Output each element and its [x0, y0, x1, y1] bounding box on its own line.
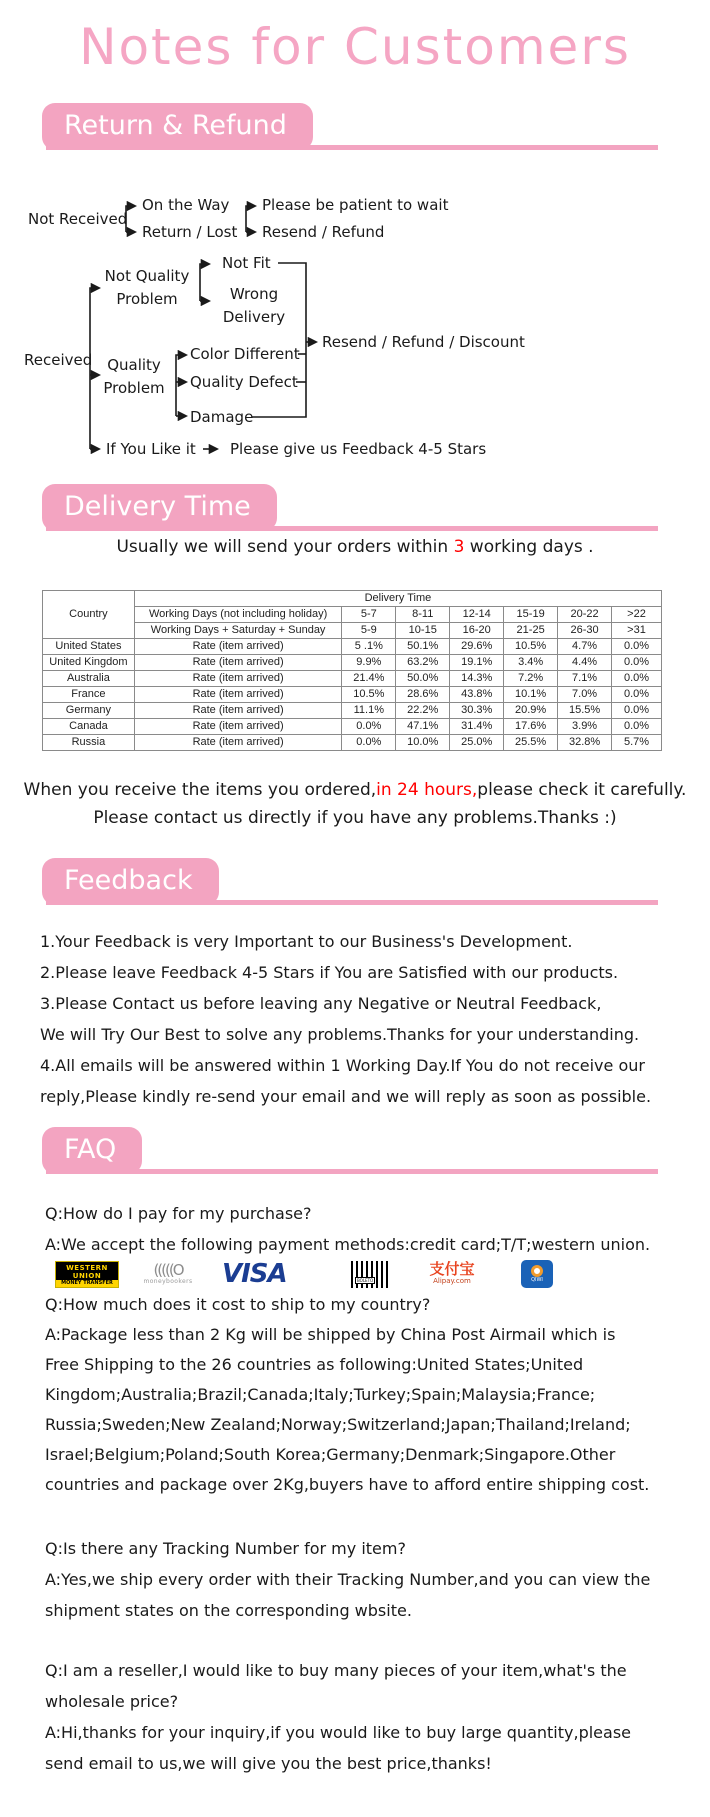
rate-cell: 19.1% [450, 655, 504, 671]
rate-cell: 17.6% [504, 719, 558, 735]
working-days-weekend-row [43, 623, 662, 639]
working-days-cell: 21-25 [504, 623, 558, 639]
faq-answer-line: Kingdom;Australia;Brazil;Canada;Italy;Turkey;Spain;Malaysia;France; [45, 1385, 596, 1404]
flow-node-wrong-delivery: Wrong Delivery [222, 285, 286, 326]
faq-answer-line: countries and package over 2Kg,buyers have to afford entire shipping cost. [45, 1475, 650, 1494]
flow-node-color-different: Color Different [190, 345, 300, 363]
rate-label: Rate (item arrived) [134, 655, 341, 671]
country-rate-row [43, 735, 662, 751]
working-days-cell: 16-20 [450, 623, 504, 639]
payment-logo-visa: VISA [222, 1259, 287, 1289]
note1-highlight-24-hours: in 24 hours, [376, 780, 478, 800]
flow-node-received: Received [24, 351, 93, 369]
rate-cell: 4.7% [558, 639, 612, 655]
faq-question: Q:How do I pay for my purchase? [45, 1204, 312, 1223]
feedback-line: 2.Please leave Feedback 4-5 Stars if You are Satisfied with our products. [40, 963, 619, 982]
country-header-cell: Country [43, 591, 135, 639]
rate-cell: 0.0% [342, 735, 396, 751]
flow-node-not-quality-problem: Not Quality Problem [104, 267, 190, 308]
western-union-line2: UNION [72, 1271, 102, 1280]
faq-question-line: wholesale price? [45, 1692, 179, 1711]
payment-logo-western-union [55, 1261, 119, 1288]
country-rate-row [43, 687, 662, 703]
rate-cell: 21.4% [342, 671, 396, 687]
rate-label: Rate (item arrived) [134, 703, 341, 719]
intro-highlight-days: 3 [453, 537, 465, 557]
section-header-delivery-time [42, 484, 658, 531]
feedback-line: 4.All emails will be answered within 1 Working Day.If You do not receive our [40, 1056, 645, 1075]
feedback-list [40, 926, 680, 1112]
working-days-label: Working Days + Saturday + Sunday [134, 623, 341, 639]
rate-cell: 14.3% [450, 671, 504, 687]
moneybookers-caption: moneybookers [143, 1278, 193, 1285]
rate-cell: 22.2% [396, 703, 450, 719]
rate-label: Rate (item arrived) [134, 639, 341, 655]
delivery-note-1 [0, 779, 710, 801]
faq-question-line: Q:I am a reseller,I would like to buy many pieces of your item,what's the [45, 1661, 627, 1680]
country-name: Australia [43, 671, 135, 687]
rate-cell: 10.1% [504, 687, 558, 703]
flow-node-not-received: Not Received [28, 210, 128, 228]
faq-payment-block [45, 1198, 685, 1260]
rate-cell: 0.0% [612, 671, 662, 687]
alipay-chinese-text: 支付宝 [429, 1260, 475, 1278]
feedback-line: We will Try Our Best to solve any problems.Thanks for your understanding. [40, 1025, 640, 1044]
faq-answer: A:We accept the following payment methods:credit card;T/T;western union. [45, 1235, 651, 1254]
working-days-cell: 8-11 [396, 607, 450, 623]
faq-answer-line: A:Hi,thanks for your inquiry,if you would like to buy large quantity,please [45, 1723, 631, 1742]
note1-suffix: please check it carefully. [477, 780, 687, 800]
rate-cell: 10.0% [396, 735, 450, 751]
working-days-cell: 26-30 [558, 623, 612, 639]
country-name: Russia [43, 735, 135, 751]
delivery-time-span-header: Delivery Time [134, 591, 661, 607]
rate-label: Rate (item arrived) [134, 687, 341, 703]
section-header-return-refund [42, 103, 658, 150]
rate-cell: 0.0% [612, 719, 662, 735]
rate-cell: 10.5% [342, 687, 396, 703]
rate-cell: 43.8% [450, 687, 504, 703]
working-days-cell: 5-9 [342, 623, 396, 639]
rate-cell: 7.0% [558, 687, 612, 703]
country-rate-row [43, 639, 662, 655]
rate-cell: 5 .1% [342, 639, 396, 655]
qiwi-label: QIWI [531, 1277, 543, 1283]
working-days-label: Working Days (not including holiday) [134, 607, 341, 623]
faq-answer-line: A:Yes,we ship every order with their Tracking Number,and you can view the [45, 1570, 651, 1589]
rate-cell: 28.6% [396, 687, 450, 703]
rate-cell: 7.1% [558, 671, 612, 687]
flow-node-resend-refund: Resend / Refund [262, 223, 385, 241]
delivery-table-wrap [42, 590, 662, 751]
working-days-cell: >22 [612, 607, 662, 623]
section-banner-feedback: Feedback [42, 858, 219, 905]
rate-cell: 7.2% [504, 671, 558, 687]
country-rate-row [43, 703, 662, 719]
working-days-cell: 5-7 [342, 607, 396, 623]
page-title: Notes for Customers [79, 18, 631, 76]
flow-node-be-patient: Please be patient to wait [262, 196, 449, 214]
working-days-cell: 20-22 [558, 607, 612, 623]
faq-answer-line: Free Shipping to the 26 countries as following:United States;United [45, 1355, 584, 1374]
country-rate-row [43, 671, 662, 687]
table-header-row [43, 591, 662, 607]
rate-cell: 20.9% [504, 703, 558, 719]
qiwi-ring-icon [531, 1265, 543, 1277]
rate-label: Rate (item arrived) [134, 735, 341, 751]
payment-logo-moneybookers [142, 1263, 194, 1285]
country-rate-row [43, 655, 662, 671]
feedback-line: 1.Your Feedback is very Important to our Business's Development. [40, 932, 573, 951]
rate-cell: 4.4% [558, 655, 612, 671]
section-banner-delivery-time: Delivery Time [42, 484, 277, 531]
western-union-text [56, 1262, 118, 1280]
section-banner-return-refund: Return & Refund [42, 103, 313, 150]
flow-node-not-fit: Not Fit [222, 254, 271, 272]
faq-tracking-block [45, 1533, 685, 1626]
rate-cell: 9.9% [342, 655, 396, 671]
rate-cell: 0.0% [342, 719, 396, 735]
faq-wholesale-block [45, 1655, 685, 1779]
flow-node-return-lost: Return / Lost [142, 223, 238, 241]
flow-node-feedback-stars: Please give us Feedback 4-5 Stars [230, 440, 487, 458]
return-refund-flowchart [0, 168, 710, 468]
section-header-faq [42, 1127, 658, 1174]
boleto-label: BOLETO [357, 1277, 374, 1283]
feedback-line: reply,Please kindly re-send your email and we will reply as soon as possible. [40, 1087, 652, 1106]
flow-node-quality-defect: Quality Defect [190, 373, 298, 391]
working-days-row [43, 607, 662, 623]
flow-node-resend-refund-discount: Resend / Refund / Discount [322, 333, 525, 351]
western-union-line1: WESTERN [66, 1263, 108, 1272]
faq-answer-line: Russia;Sweden;New Zealand;Norway;Switzerland;Japan;Thailand;Ireland; [45, 1415, 631, 1434]
rate-cell: 5.7% [612, 735, 662, 751]
faq-answer-line: shipment states on the corresponding wbsite. [45, 1601, 412, 1620]
intro-suffix: working days . [464, 537, 594, 557]
rate-cell: 32.8% [558, 735, 612, 751]
working-days-cell: >31 [612, 623, 662, 639]
flow-node-damage: Damage [190, 408, 254, 426]
rate-cell: 31.4% [450, 719, 504, 735]
working-days-cell: 15-19 [504, 607, 558, 623]
rate-cell: 15.5% [558, 703, 612, 719]
country-name: France [43, 687, 135, 703]
payment-logo-alipay [424, 1262, 480, 1286]
faq-shipping-block [45, 1290, 685, 1500]
payment-logo-boleto [351, 1261, 391, 1288]
rate-cell: 30.3% [450, 703, 504, 719]
rate-cell: 50.0% [396, 671, 450, 687]
intro-prefix: Usually we will send your orders within [116, 537, 454, 557]
country-name: Germany [43, 703, 135, 719]
rate-label: Rate (item arrived) [134, 719, 341, 735]
rate-cell: 11.1% [342, 703, 396, 719]
rate-cell: 3.4% [504, 655, 558, 671]
feedback-line: 3.Please Contact us before leaving any Negative or Neutral Feedback, [40, 994, 602, 1013]
rate-cell: 29.6% [450, 639, 504, 655]
faq-question: Q:Is there any Tracking Number for my item? [45, 1539, 406, 1558]
note1-prefix: When you receive the items you ordered, [23, 780, 377, 800]
rate-cell: 25.0% [450, 735, 504, 751]
rate-cell: 0.0% [612, 639, 662, 655]
rate-cell: 25.5% [504, 735, 558, 751]
flow-node-if-you-like-it: If You Like it [106, 440, 196, 458]
payment-logo-qiwi [521, 1260, 553, 1288]
section-banner-faq: FAQ [42, 1127, 142, 1174]
faq-answer-line: A:Package less than 2 Kg will be shipped by China Post Airmail which is [45, 1325, 616, 1344]
rate-cell: 47.1% [396, 719, 450, 735]
faq-answer-line: send email to us,we will give you the best price,thanks! [45, 1754, 492, 1773]
country-rate-row [43, 719, 662, 735]
delivery-table [42, 590, 662, 751]
flow-node-on-the-way: On the Way [142, 196, 230, 214]
alipay-caption: Alipay.com [433, 1277, 471, 1285]
payment-logos [55, 1259, 553, 1289]
rate-cell: 63.2% [396, 655, 450, 671]
faq-answer-line: Israel;Belgium;Poland;South Korea;Germany;Denmark;Singapore.Other [45, 1445, 616, 1464]
working-days-cell: 10-15 [396, 623, 450, 639]
western-union-footer: MONEY TRANSFER [56, 1280, 118, 1287]
faq-question: Q:How much does it cost to ship to my country? [45, 1295, 431, 1314]
rate-cell: 0.0% [612, 687, 662, 703]
country-name: United Kingdom [43, 655, 135, 671]
working-days-cell: 12-14 [450, 607, 504, 623]
country-name: United States [43, 639, 135, 655]
rate-cell: 10.5% [504, 639, 558, 655]
flow-node-quality-problem: Quality Problem [103, 356, 165, 397]
rate-cell: 3.9% [558, 719, 612, 735]
moneybookers-icon: (((((O [153, 1261, 183, 1279]
rate-cell: 0.0% [612, 703, 662, 719]
rate-label: Rate (item arrived) [134, 671, 341, 687]
rate-cell: 50.1% [396, 639, 450, 655]
section-header-feedback [42, 858, 658, 905]
country-name: Canada [43, 719, 135, 735]
delivery-intro-line [0, 536, 710, 558]
rate-cell: 0.0% [612, 655, 662, 671]
delivery-note-2: Please contact us directly if you have any problems.Thanks :) [93, 808, 617, 828]
